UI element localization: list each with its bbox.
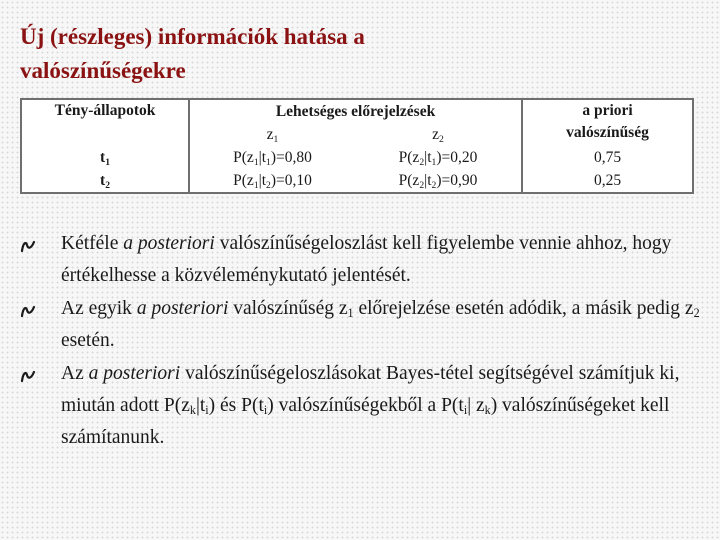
cell-sub: 2	[266, 179, 271, 191]
header-forecasts-label: Lehetséges előrejelzések	[275, 102, 436, 120]
cell-part: |t	[424, 148, 432, 166]
bullet-text: ) és P(t	[208, 395, 264, 416]
bullet-item	[20, 358, 704, 454]
cell-part: )=0,80	[270, 148, 312, 166]
bullet-text: ) valószínűségekből a P(t	[267, 395, 464, 416]
cell-part: |t	[258, 148, 267, 166]
bullet-text: valószínűség z	[228, 298, 348, 319]
cell-sub: 1	[431, 156, 437, 168]
bullet-text: valószínűségeloszlásokat Bayes-tétel segítségével számítjuk ki, miután adott P(z	[61, 363, 680, 416]
header-prior	[522, 99, 693, 146]
bullet-sub: i	[263, 403, 268, 417]
bullet-text: Az	[61, 363, 89, 384]
state-sub: 2	[105, 179, 110, 191]
probability-table	[20, 98, 694, 194]
z2-main: z	[432, 125, 440, 143]
cell-part: P(z	[398, 148, 420, 166]
script-curl-bullet-icon	[20, 304, 36, 318]
cell-part: )=0,10	[270, 171, 312, 189]
forecast-cell	[355, 169, 522, 193]
z1-main: z	[266, 125, 274, 143]
bullet-sub: i	[205, 403, 209, 417]
header-forecasts	[189, 99, 522, 123]
title-line-1: Új (részleges) információk hatása a	[20, 24, 365, 49]
script-curl-bullet-icon	[20, 239, 36, 253]
cell-sub: 1	[253, 179, 259, 191]
bullet-item	[20, 228, 704, 292]
bullet-sub: k	[484, 403, 491, 417]
z1-sub: 1	[273, 133, 279, 145]
table-header-row	[21, 99, 693, 123]
bullet-sub: 1	[347, 306, 354, 320]
cell-part: P(z	[233, 171, 254, 189]
script-curl-bullet-icon	[20, 369, 36, 383]
header-prior-line-1: a priori	[582, 102, 633, 119]
cell-part: P(z	[233, 148, 254, 166]
table-row	[21, 169, 693, 193]
bullet-text: valószínűségeloszlást kell figyelembe vennie ahhoz, hogy értékelhesse a közvéleménykutató jelentését.	[61, 233, 672, 286]
bullet-italic: a posteriori	[88, 363, 181, 384]
bullet-text: ) valószínűségeket kell számítanunk.	[61, 395, 670, 448]
cell-sub: 2	[431, 179, 437, 191]
bullet-list	[20, 228, 704, 455]
cell-sub: 1	[253, 156, 259, 168]
prior-value: 0,25	[593, 171, 622, 189]
subheader-z1	[189, 123, 355, 146]
cell-part: P(z	[398, 171, 420, 189]
bullet-text: | z	[467, 395, 485, 416]
state-sub: 1	[105, 156, 110, 168]
header-states-label: Tény-állapotok	[54, 102, 156, 119]
table-row	[21, 146, 693, 169]
bullet-text: előrejelzése esetén adódik, a másik pedig z	[353, 298, 694, 319]
cell-part: |t	[258, 171, 267, 189]
cell-sub: 1	[266, 156, 271, 168]
forecast-cell	[355, 146, 522, 169]
cell-part: )=0,20	[436, 148, 478, 166]
z2-sub: 2	[439, 133, 444, 145]
bullet-italic: a posteriori	[136, 298, 229, 319]
header-prior-line-2: valószínűség	[566, 124, 649, 141]
bullet-text: Kétféle	[61, 233, 124, 254]
header-states	[21, 99, 189, 146]
cell-part: |t	[424, 171, 432, 189]
bullet-text: Az egyik	[61, 298, 137, 319]
bullet-sub: i	[463, 403, 468, 417]
state-t1	[21, 146, 189, 169]
forecast-cell	[189, 146, 355, 169]
bullet-text: |t	[195, 395, 206, 416]
cell-part: )=0,90	[436, 171, 478, 189]
state-t2	[21, 169, 189, 193]
bullet-sub: 2	[693, 306, 700, 320]
bullet-sub: k	[189, 403, 196, 417]
cell-sub: 2	[419, 156, 425, 168]
state-main: t	[100, 148, 106, 166]
slide-title	[20, 20, 580, 88]
subheader-z2	[355, 123, 522, 146]
title-line-2: valószínűségekre	[20, 58, 186, 83]
state-main: t	[100, 171, 106, 189]
forecast-cell	[189, 169, 355, 193]
prior-value: 0,75	[593, 148, 622, 166]
bullet-item	[20, 293, 704, 357]
cell-sub: 2	[419, 179, 425, 191]
bullet-text: esetén.	[61, 330, 115, 351]
bullet-italic: a posteriori	[123, 233, 215, 254]
